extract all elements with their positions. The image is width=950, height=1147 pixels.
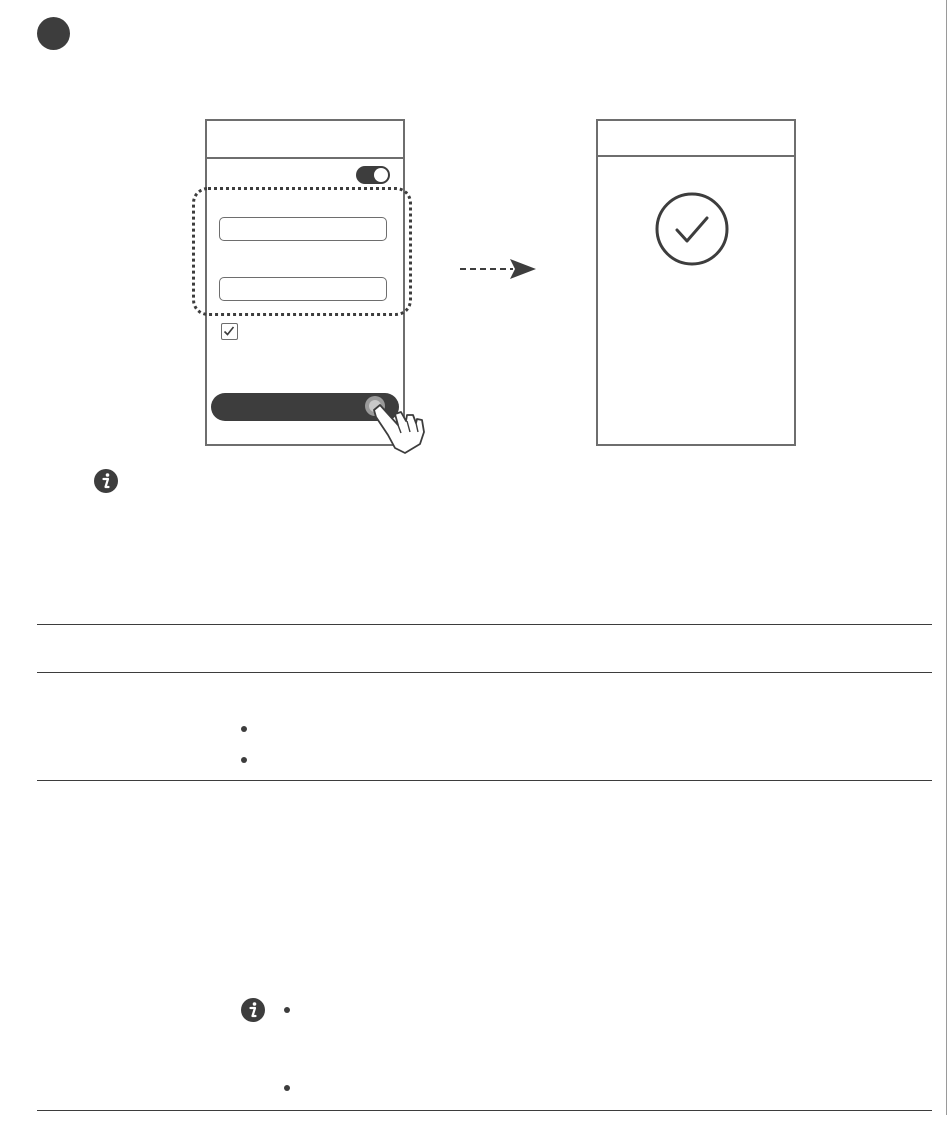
page-edge-line xyxy=(946,0,947,1115)
bullet-marker xyxy=(284,1007,290,1013)
table-row-rule xyxy=(37,780,932,781)
fields-highlight-frame xyxy=(192,187,412,316)
bullet-marker xyxy=(241,757,247,763)
option-checkbox[interactable] xyxy=(221,323,238,340)
check-circle-icon xyxy=(654,191,730,267)
phone-success-screen xyxy=(596,119,796,446)
toggle-knob xyxy=(374,168,388,182)
table-bottom-rule xyxy=(37,1110,932,1111)
screen-header-divider xyxy=(207,157,403,159)
table-header-rule xyxy=(37,672,932,673)
info-icon xyxy=(93,468,119,494)
step-number-badge xyxy=(37,17,70,50)
checkmark-icon xyxy=(222,324,236,338)
wifi-toggle[interactable] xyxy=(356,166,390,184)
tap-hand-icon xyxy=(360,388,432,458)
bullet-marker xyxy=(241,726,247,732)
table-top-rule xyxy=(37,624,932,625)
info-icon xyxy=(240,997,266,1023)
bullet-marker xyxy=(284,1085,290,1091)
screen-header-divider xyxy=(598,155,794,157)
dashed-arrow-right-icon xyxy=(458,256,538,282)
